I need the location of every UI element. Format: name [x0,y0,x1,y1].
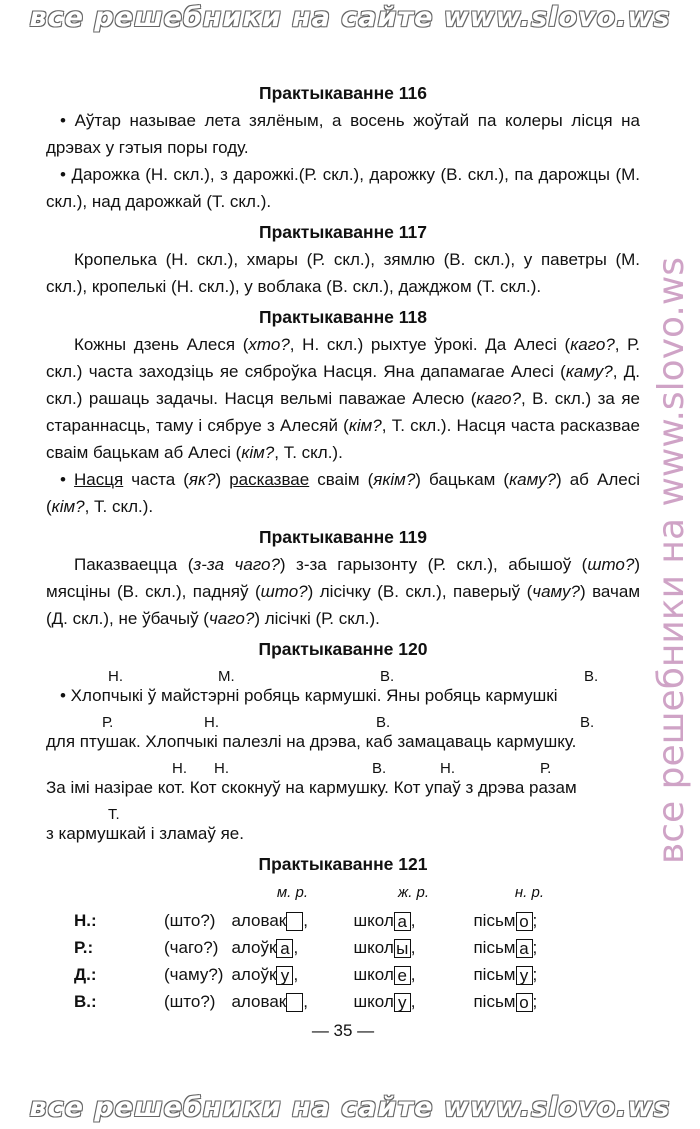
neuter-cell: пісьм а ; [473,938,538,959]
feminine-cell: школ у , [353,992,416,1013]
ending-box: о [516,993,533,1012]
ending-box: а [276,939,293,958]
p116-para2: • Дарожка (Н. скл.), з дарожкі.(Р. скл.), дарожку (В. скл.), па дарожцы (М. скл.), над дарожкай (Т. скл.). [46,165,640,211]
p117-para1: Кропелька (Н. скл.), хмары (Р. скл.), зямлю (В. скл.), у паветры (М. скл.), кропелькі (Н. скл.), у воблака (В. скл.), дажджом (Т. скл.). [46,250,640,296]
neuter-cell: пісьм о ; [473,911,538,932]
declension-row [74,934,585,961]
ending-box [286,912,303,931]
watermark-banner-top: все решебники на сайте www.slovo.ws [29,2,671,33]
question-cell: (чаго?) [164,938,219,957]
question-cell: (чаму?) [164,965,224,984]
question-cell: (што?) [164,911,216,930]
neuter-cell: пісьм у ; [473,965,538,986]
case-mark: Н. [108,668,123,685]
p116-para1: • Аўтар называе лета зялёным, а восень жоўтай па колеры лісця на дрэвах у гэтыя поры году. [46,111,640,157]
header-neuter: н. р. [514,884,545,901]
p120-line3: За імі назірае кот. Кот скокнуў на кармушку. Кот упаў з дрэва разам [46,778,577,797]
masculine-cell: алоўк а , [231,938,299,959]
declension-table [74,878,585,1015]
case-mark: В. [376,714,391,731]
masculine-cell: аловак , [231,992,308,1011]
page-content [46,76,640,1044]
ending-box: у [394,993,411,1012]
case-mark: В. [372,760,387,777]
case-mark: Т. [108,806,120,823]
case-mark: Н. [172,760,187,777]
case-cell: В.: [74,992,97,1011]
feminine-cell: школ е , [353,965,416,986]
title-121: Практыкаванне 121 [258,854,428,874]
title-119: Практыкаванне 119 [259,527,427,547]
p120-line2: для птушак. Хлопчыкі палезлі на дрэва, каб замацаваць кармушку. [46,732,577,751]
header-feminine: ж. р. [397,884,430,901]
case-cell: Н.: [74,911,97,930]
p118-para1: Кожны дзень Алеся (хто?, Н. скл.) рыхтуе ўрокі. Да Алесі (каго?, Р. скл.) часта заходзіць яе сяброўка Насця. Яна дапамагае Алесі (каму?, Д. скл.) рашаць задачы. Насця вельмі паважае Алесю (каго?, В. скл.) за яе стараннасць, таму і сябруе з Алесяй (кім?, Т. скл.). Насця часта расказвае сваім бацькам аб Алесі (кім?, Т. скл.). [46,335,641,462]
ending-box: а [394,912,411,931]
title-116: Практыкаванне 116 [259,83,427,103]
case-cell: Д.: [74,965,97,984]
ending-box: у [276,966,293,985]
case-mark: Р. [102,714,114,731]
neuter-cell: пісьм о ; [473,992,538,1013]
masculine-cell: аловак , [231,911,308,930]
ending-box [286,993,303,1012]
header-masculine: м. р. [276,884,309,901]
case-mark: Р. [540,760,552,777]
p120-line4: з кармушкай і зламаў яе. [46,824,244,843]
case-marks-line1 [46,663,640,685]
p118-para2: • Насця часта (як?) расказвае сваім (якім?) бацькам (каму?) аб Алесі (кім?, Т. скл.). [46,470,640,516]
case-mark: Н. [440,760,455,777]
case-mark: М. [218,668,235,685]
title-117: Практыкаванне 117 [259,222,427,242]
question-cell: (што?) [164,992,216,1011]
masculine-cell: алоўк у , [231,965,299,986]
case-mark: В. [580,714,595,731]
ending-box: о [516,912,533,931]
case-marks-line2 [46,709,640,731]
case-mark: В. [380,668,395,685]
case-mark: Н. [214,760,229,777]
declension-row [74,907,585,934]
p119-para1: Паказваецца (з-за чаго?) з-за гарызонту (Р. скл.), абышоў (што?) мясціны (В. скл.), падняў (што?) лісічку (В. скл.), паверыў (чаму?) вачам (Д. скл.), не ўбачыў (чаго?) лісічкі (Р. скл.). [46,555,641,628]
case-marks-line4 [46,801,640,823]
title-120: Практыкаванне 120 [258,639,428,659]
feminine-cell: школ а , [353,911,416,932]
ending-box: е [394,966,411,985]
case-cell: Р.: [74,938,94,957]
declension-row [74,988,585,1015]
title-118: Практыкаванне 118 [259,307,427,327]
ending-box: ы [394,939,411,958]
case-mark: В. [584,668,599,685]
declension-row [74,961,585,988]
case-mark: Н. [204,714,219,731]
watermark-side: все решебники на www.slovo.ws [651,256,692,864]
case-marks-line3 [46,755,640,777]
ending-box: у [516,966,533,985]
watermark-banner-bottom: все решебники на сайте www.slovo.ws [29,1092,671,1123]
p120-line1: • Хлопчыкі ў майстэрні робяць кармушкі. Яны робяць кармушкі [60,686,558,705]
page-number: — 35 — [311,1021,375,1040]
ending-box: а [516,939,533,958]
feminine-cell: школ ы , [353,938,416,959]
